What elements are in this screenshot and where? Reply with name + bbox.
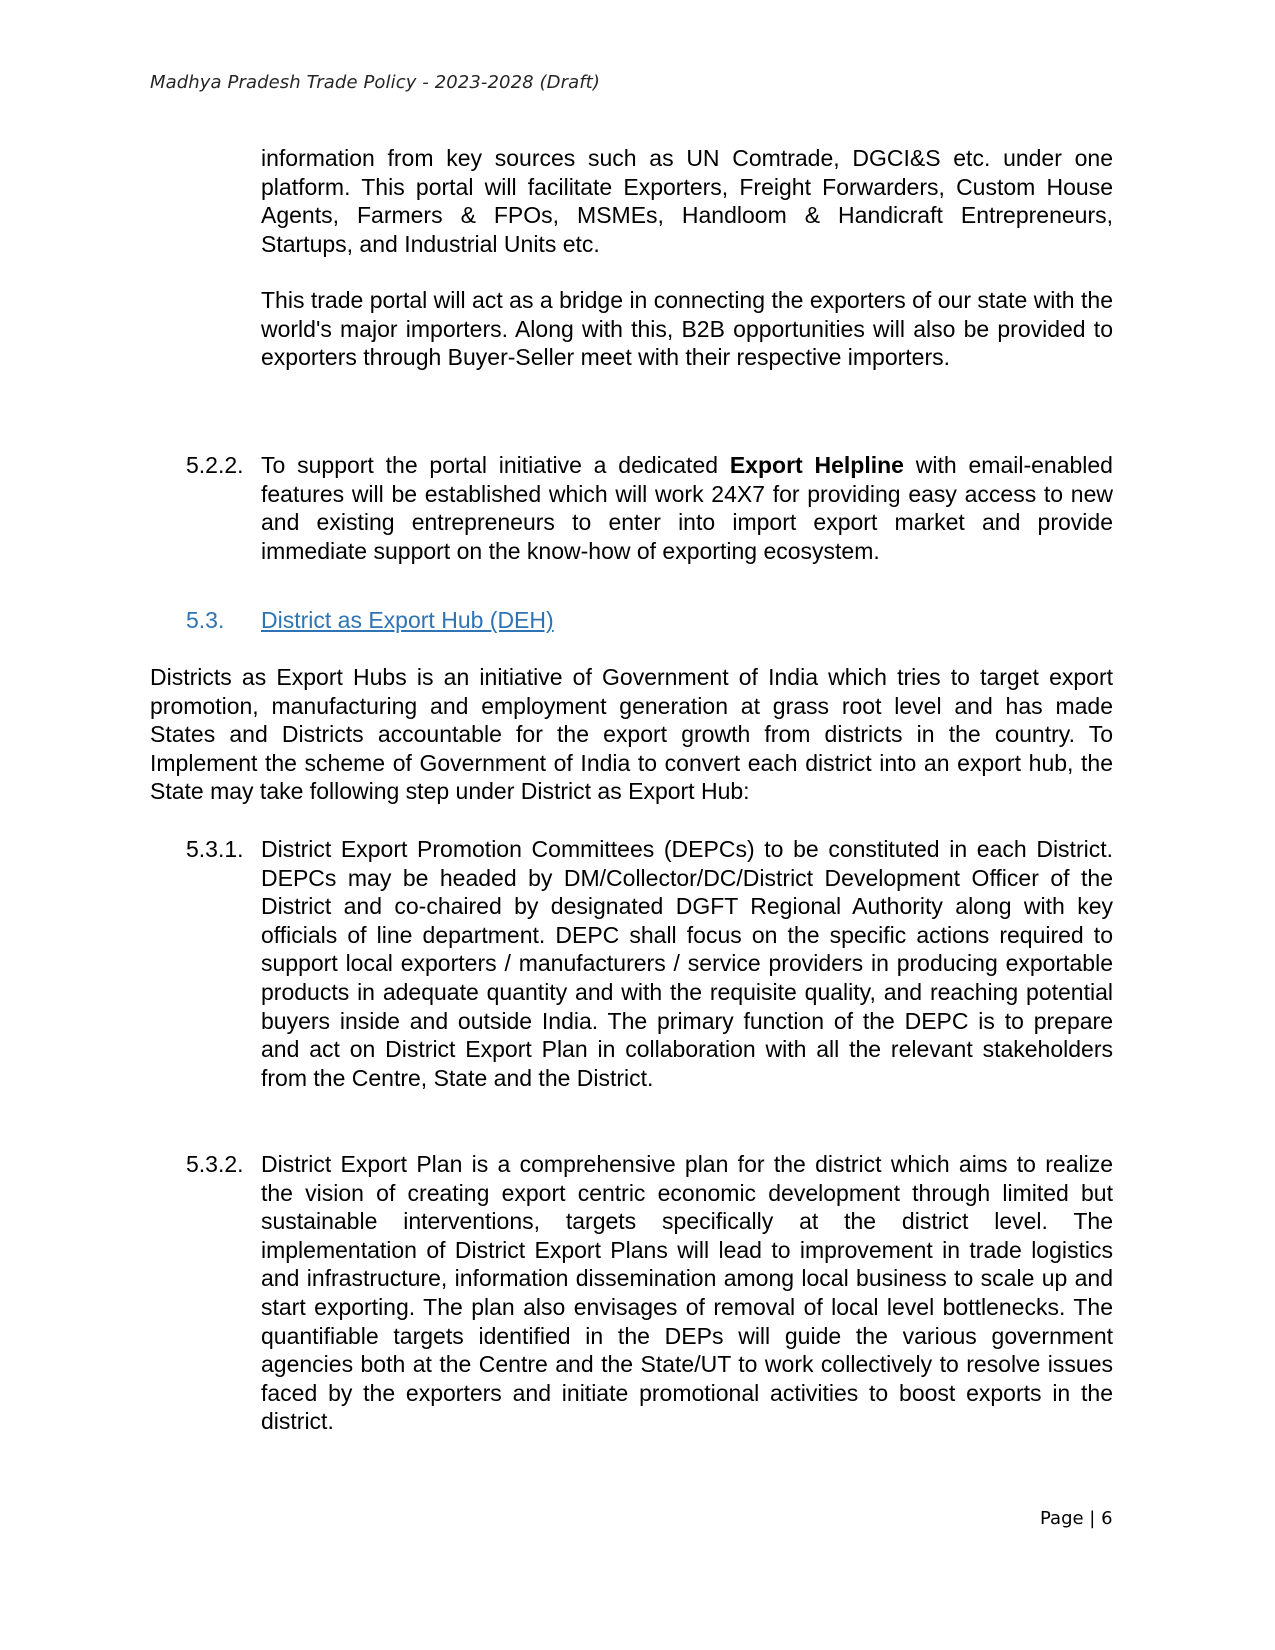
continuation-paragraph-2: This trade portal will act as a bridge in connecting the exporters of our state with the world's major importers. Along with this, B2B opportunities will also be provided to exporters through Buyer-Seller meet with their respective importers. <box>261 287 1113 371</box>
export-helpline-bold: Export Helpline <box>729 452 904 478</box>
item-text-5-3-1: District Export Promotion Committees (DEPCs) to be constituted in each District. DEPCs may be headed by DM/Collector/DC/District Development Officer of the District and co-chaired by designated DGFT Regional Authority along with key officials of line department. DEPC shall focus on the specific actions required to support local exporters / manufacturers / service providers in producing exportable products in adequate quantity and with the requisite quality, and reaching potential buyers inside and outside India. The primary function of the DEPC is to prepare and act on District Export Plan in collaboration with all the relevant stakeholders from the Centre, State and the District. <box>261 836 1113 1091</box>
item-number-5-3-1: 5.3.1. <box>186 836 244 862</box>
item-text-5-2-2-before: To support the portal initiative a dedicated <box>261 452 730 478</box>
item-text-5-3-2: District Export Plan is a comprehensive plan for the district which aims to realize the vision of creating export centric economic development through limited but sustainable interventions, targets specifically at the district level. The implementation of District Export Plans will lead to improvement in trade logistics and infrastructure, information dissemination among local business to scale up and start exporting. The plan also envisages of removal of local level bottlenecks. The quantifiable targets identified in the DEPs will guide the various government agencies both at the Centre and the State/UT to work collectively to resolve issues faced by the exporters and initiate promotional activities to boost exports in the district. <box>261 1151 1113 1435</box>
item-text-5-2-2 <box>261 451 1113 565</box>
continuation-paragraph-1: information from key sources such as UN Comtrade, DGCI&S etc. under one platform. This portal will facilitate Exporters, Freight Forwarders, Custom House Agents, Farmers & FPOs, MSMEs, Handloom & Handicraft Entrepreneurs, Startups, and Industrial Units etc. <box>261 145 1113 257</box>
section-intro-paragraph: Districts as Export Hubs is an initiative of Government of India which tries to target export promotion, manufacturing and employment generation at grass root level and has made States and Districts accountable for the export growth from districts in the country. To Implement the scheme of Government of India to convert each district into an export hub, the State may take following step under District as Export Hub: <box>150 664 1113 805</box>
page-number-footer: Page | 6 <box>1040 1508 1113 1529</box>
section-number-5-3: 5.3. <box>186 607 225 633</box>
section-heading-5-3[interactable]: District as Export Hub (DEH) <box>261 607 554 633</box>
item-number-5-3-2: 5.3.2. <box>186 1151 244 1177</box>
item-number-5-2-2: 5.2.2. <box>186 452 244 478</box>
running-header: Madhya Pradesh Trade Policy - 2023-2028 (Draft) <box>150 72 600 93</box>
item-text-5-2-2-after: with email-enabled features will be established which will work 24X7 for providing easy access to new and existing entrepreneurs to enter into import export market and provide immediate support on the know-how of exporting ecosystem. <box>261 452 1113 564</box>
